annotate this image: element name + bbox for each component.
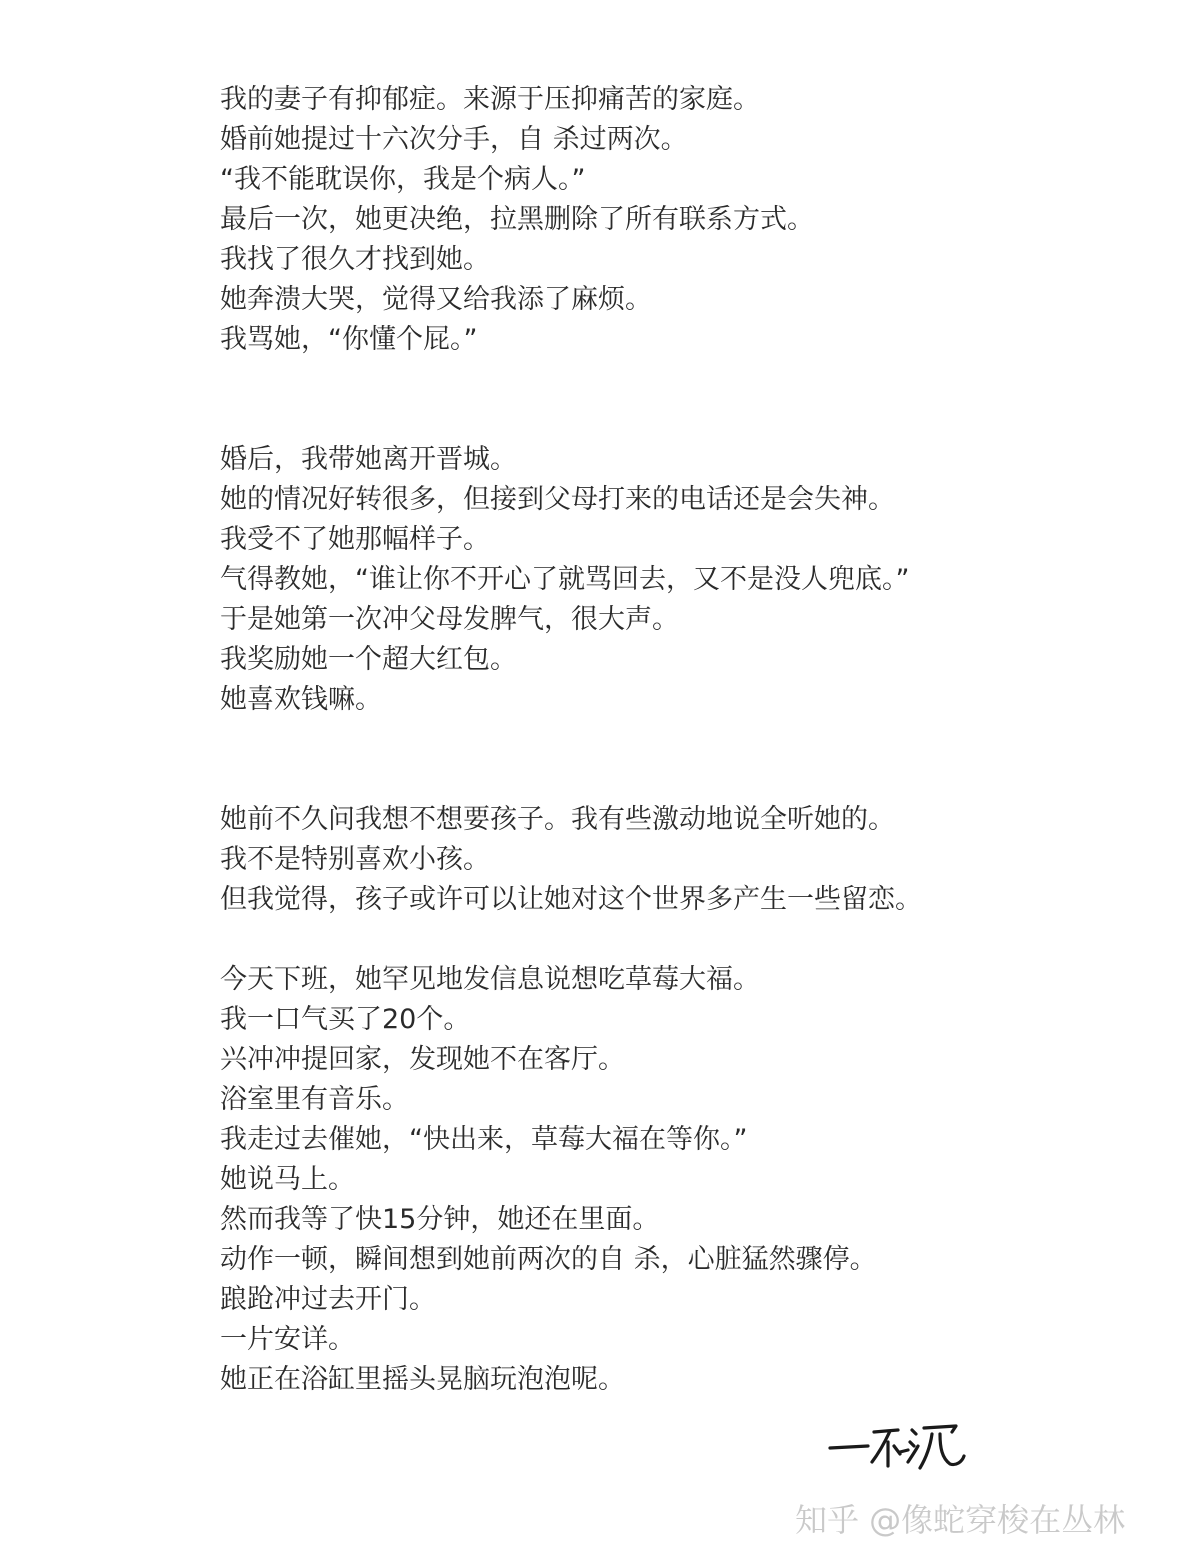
text-line: 我奖励她一个超大红包。 [220,644,517,675]
paragraph-1 [220,80,1120,360]
article-body [220,80,1120,1400]
text-line: 她说马上。 [220,1164,355,1195]
text-line: 兴冲冲提回家，发现她不在客厅。 [220,1044,625,1075]
paragraph-spacer [220,920,1120,960]
text-line: 我骂她，“你懂个屁。” [220,324,478,355]
text-line: 我找了很久才找到她。 [220,244,490,275]
text-line: 婚后，我带她离开晋城。 [220,444,517,475]
text-line: 我走过去催她，“快出来，草莓大福在等你。” [220,1124,748,1155]
text-line: 浴室里有音乐。 [220,1084,409,1115]
text-line: 我的妻子有抑郁症。来源于压抑痛苦的家庭。 [220,84,760,115]
paragraph-2 [220,440,1120,720]
handwritten-signature [828,1418,968,1474]
text-line: 我受不了她那幅样子。 [220,524,490,555]
paragraph-spacer [220,720,1120,800]
text-line: “我不能耽误你，我是个病人。” [220,164,586,195]
paragraph-spacer [220,360,1120,440]
text-line: 气得教她，“谁让你不开心了就骂回去，又不是没人兜底。” [220,564,910,595]
text-line: 一片安详。 [220,1324,355,1355]
watermark: 知乎 @像蛇穿梭在丛林 [795,1501,1126,1539]
text-line: 我不是特别喜欢小孩。 [220,844,490,875]
text-line: 动作一顿，瞬间想到她前两次的自 杀，心脏猛然骤停。 [220,1244,877,1275]
text-line: 然而我等了快15分钟，她还在里面。 [220,1204,660,1235]
text-line: 婚前她提过十六次分手，自 杀过两次。 [220,124,688,155]
text-line: 今天下班，她罕见地发信息说想吃草莓大福。 [220,964,760,995]
text-line: 她喜欢钱嘛。 [220,684,382,715]
text-line: 她的情况好转很多，但接到父母打来的电话还是会失神。 [220,484,895,515]
paragraph-4 [220,960,1120,1400]
paragraph-3 [220,800,1120,920]
text-line: 踉跄冲过去开门。 [220,1284,436,1315]
text-line: 她前不久问我想不想要孩子。我有些激动地说全听她的。 [220,804,895,835]
text-line: 但我觉得，孩子或许可以让她对这个世界多产生一些留恋。 [220,884,922,915]
text-line: 最后一次，她更决绝，拉黑删除了所有联系方式。 [220,204,814,235]
text-line: 我一口气买了20个。 [220,1004,471,1035]
text-line: 于是她第一次冲父母发脾气，很大声。 [220,604,679,635]
text-line: 她正在浴缸里摇头晃脑玩泡泡呢。 [220,1364,625,1395]
text-line: 她奔溃大哭，觉得又给我添了麻烦。 [220,284,652,315]
